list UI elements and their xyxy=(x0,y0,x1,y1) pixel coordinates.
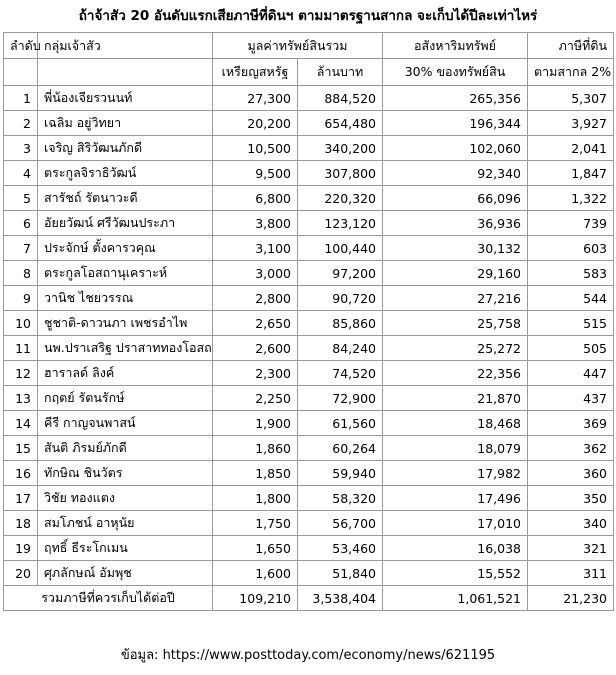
cell-rank: 5 xyxy=(4,186,38,211)
cell-rank: 12 xyxy=(4,361,38,386)
cell-tax: 321 xyxy=(528,536,614,561)
cell-real-estate: 17,496 xyxy=(383,486,528,511)
cell-tax: 603 xyxy=(528,236,614,261)
cell-tax: 350 xyxy=(528,486,614,511)
cell-real-estate: 17,010 xyxy=(383,511,528,536)
header-real-estate: อสังหาริมทรัพย์ xyxy=(383,33,528,59)
cell-usd: 20,200 xyxy=(213,111,298,136)
cell-name: เฉลิม อยู่วิทยา xyxy=(38,111,213,136)
cell-rank: 9 xyxy=(4,286,38,311)
cell-usd: 1,900 xyxy=(213,411,298,436)
table-row xyxy=(4,161,614,186)
header-land-tax: ภาษีที่ดิน xyxy=(528,33,614,59)
header-pct-assets: 30% ของทรัพย์สิน xyxy=(383,59,528,86)
cell-name: นพ.ปราเสริฐ ปราสาททองโอสถ xyxy=(38,336,213,361)
table-row xyxy=(4,336,614,361)
cell-usd: 2,250 xyxy=(213,386,298,411)
cell-real-estate: 196,344 xyxy=(383,111,528,136)
cell-thb: 51,840 xyxy=(298,561,383,586)
cell-rank: 20 xyxy=(4,561,38,586)
cell-thb: 123,120 xyxy=(298,211,383,236)
cell-real-estate: 265,356 xyxy=(383,86,528,111)
cell-real-estate: 36,936 xyxy=(383,211,528,236)
cell-name: กฤตย์ รัตนรักษ์ xyxy=(38,386,213,411)
totals-tax: 21,230 xyxy=(528,586,614,611)
cell-name: พี่น้องเจียรวนนท์ xyxy=(38,86,213,111)
header-group: กลุ่มเจ้าสัว xyxy=(38,33,213,59)
cell-rank: 1 xyxy=(4,86,38,111)
cell-tax: 739 xyxy=(528,211,614,236)
cell-thb: 307,800 xyxy=(298,161,383,186)
cell-tax: 360 xyxy=(528,461,614,486)
cell-usd: 3,800 xyxy=(213,211,298,236)
cell-thb: 84,240 xyxy=(298,336,383,361)
cell-usd: 3,100 xyxy=(213,236,298,261)
cell-tax: 369 xyxy=(528,411,614,436)
cell-usd: 6,800 xyxy=(213,186,298,211)
cell-thb: 97,200 xyxy=(298,261,383,286)
table-row xyxy=(4,311,614,336)
header-row-1 xyxy=(4,33,614,59)
table-row xyxy=(4,186,614,211)
cell-thb: 654,480 xyxy=(298,111,383,136)
cell-thb: 100,440 xyxy=(298,236,383,261)
cell-real-estate: 27,216 xyxy=(383,286,528,311)
header-row-2 xyxy=(4,59,614,86)
cell-rank: 6 xyxy=(4,211,38,236)
cell-thb: 59,940 xyxy=(298,461,383,486)
cell-thb: 90,720 xyxy=(298,286,383,311)
cell-usd: 1,750 xyxy=(213,511,298,536)
cell-tax: 3,927 xyxy=(528,111,614,136)
cell-name: วิชัย ทองแตง xyxy=(38,486,213,511)
cell-rank: 8 xyxy=(4,261,38,286)
cell-rank: 18 xyxy=(4,511,38,536)
cell-rank: 11 xyxy=(4,336,38,361)
cell-tax: 505 xyxy=(528,336,614,361)
cell-thb: 53,460 xyxy=(298,536,383,561)
cell-usd: 2,600 xyxy=(213,336,298,361)
cell-rank: 4 xyxy=(4,161,38,186)
table-row xyxy=(4,236,614,261)
table-row xyxy=(4,486,614,511)
cell-rank: 2 xyxy=(4,111,38,136)
cell-usd: 2,300 xyxy=(213,361,298,386)
table-row xyxy=(4,361,614,386)
table-row xyxy=(4,136,614,161)
totals-usd: 109,210 xyxy=(213,586,298,611)
table-body xyxy=(4,33,614,611)
table-row xyxy=(4,411,614,436)
cell-tax: 5,307 xyxy=(528,86,614,111)
cell-thb: 340,200 xyxy=(298,136,383,161)
cell-rank: 14 xyxy=(4,411,38,436)
header-rank: ลำดับ xyxy=(4,33,38,59)
header-assets: มูลค่าทรัพย์สินรวม xyxy=(213,33,383,59)
cell-name: ทักษิณ ชินวัตร xyxy=(38,461,213,486)
cell-thb: 220,320 xyxy=(298,186,383,211)
table-row xyxy=(4,511,614,536)
cell-thb: 74,520 xyxy=(298,361,383,386)
cell-real-estate: 29,160 xyxy=(383,261,528,286)
cell-usd: 27,300 xyxy=(213,86,298,111)
totals-thb: 3,538,404 xyxy=(298,586,383,611)
cell-tax: 2,041 xyxy=(528,136,614,161)
cell-name: อัยยวัฒน์ ศรีวัฒนประภา xyxy=(38,211,213,236)
cell-tax: 515 xyxy=(528,311,614,336)
header-blank xyxy=(4,59,38,86)
cell-tax: 311 xyxy=(528,561,614,586)
cell-name: ชูชาติ-ดาวนภา เพชรอำไพ xyxy=(38,311,213,336)
cell-name: ฤทธิ์ ธีระโกเมน xyxy=(38,536,213,561)
cell-real-estate: 15,552 xyxy=(383,561,528,586)
table-row xyxy=(4,386,614,411)
header-intl-rate: ตามสากล 2% xyxy=(528,59,614,86)
cell-real-estate: 21,870 xyxy=(383,386,528,411)
cell-name: สันติ ภิรมย์ภักดี xyxy=(38,436,213,461)
cell-usd: 10,500 xyxy=(213,136,298,161)
cell-tax: 437 xyxy=(528,386,614,411)
cell-tax: 583 xyxy=(528,261,614,286)
table-row xyxy=(4,111,614,136)
cell-thb: 58,320 xyxy=(298,486,383,511)
cell-usd: 1,850 xyxy=(213,461,298,486)
cell-rank: 13 xyxy=(4,386,38,411)
cell-tax: 447 xyxy=(528,361,614,386)
cell-rank: 15 xyxy=(4,436,38,461)
cell-rank: 10 xyxy=(4,311,38,336)
cell-usd: 1,860 xyxy=(213,436,298,461)
table-row xyxy=(4,86,614,111)
cell-thb: 61,560 xyxy=(298,411,383,436)
totals-row xyxy=(4,586,614,611)
table-row xyxy=(4,211,614,236)
cell-name: สมโภชน์ อาหุนัย xyxy=(38,511,213,536)
cell-name: ศุภลักษณ์ อัมพุช xyxy=(38,561,213,586)
totals-label: รวมภาษีที่ควรเก็บได้ต่อปี xyxy=(4,586,213,611)
cell-usd: 1,800 xyxy=(213,486,298,511)
cell-real-estate: 66,096 xyxy=(383,186,528,211)
cell-thb: 72,900 xyxy=(298,386,383,411)
table-row xyxy=(4,261,614,286)
cell-name: ตระกูลโอสถานุเคราะห์ xyxy=(38,261,213,286)
cell-rank: 16 xyxy=(4,461,38,486)
header-usd: เหรียญสหรัฐ xyxy=(213,59,298,86)
cell-real-estate: 30,132 xyxy=(383,236,528,261)
cell-rank: 17 xyxy=(4,486,38,511)
table-row xyxy=(4,561,614,586)
cell-name: วานิช ไชยวรรณ xyxy=(38,286,213,311)
cell-tax: 1,847 xyxy=(528,161,614,186)
cell-usd: 1,600 xyxy=(213,561,298,586)
cell-usd: 2,800 xyxy=(213,286,298,311)
cell-usd: 2,650 xyxy=(213,311,298,336)
table-row xyxy=(4,286,614,311)
cell-name: สารัชถ์ รัตนาวะดี xyxy=(38,186,213,211)
cell-real-estate: 102,060 xyxy=(383,136,528,161)
cell-usd: 1,650 xyxy=(213,536,298,561)
totals-real-estate: 1,061,521 xyxy=(383,586,528,611)
cell-rank: 7 xyxy=(4,236,38,261)
cell-real-estate: 22,356 xyxy=(383,361,528,386)
cell-usd: 3,000 xyxy=(213,261,298,286)
table-row xyxy=(4,436,614,461)
header-blank xyxy=(38,59,213,86)
tycoon-tax-table xyxy=(3,32,614,611)
cell-name: ตระกูลจิราธิวัฒน์ xyxy=(38,161,213,186)
cell-tax: 340 xyxy=(528,511,614,536)
cell-rank: 19 xyxy=(4,536,38,561)
cell-thb: 85,860 xyxy=(298,311,383,336)
table-row xyxy=(4,536,614,561)
cell-thb: 884,520 xyxy=(298,86,383,111)
cell-real-estate: 92,340 xyxy=(383,161,528,186)
cell-real-estate: 25,758 xyxy=(383,311,528,336)
cell-name: คีรี กาญจนพาสน์ xyxy=(38,411,213,436)
source-note: ข้อมูล: https://www.posttoday.com/economy/news/621195 xyxy=(120,648,496,663)
cell-real-estate: 25,272 xyxy=(383,336,528,361)
cell-real-estate: 18,468 xyxy=(383,411,528,436)
header-thb: ล้านบาท xyxy=(298,59,383,86)
cell-thb: 60,264 xyxy=(298,436,383,461)
cell-real-estate: 16,038 xyxy=(383,536,528,561)
cell-name: เจริญ สิริวัฒนภักดี xyxy=(38,136,213,161)
cell-rank: 3 xyxy=(4,136,38,161)
cell-tax: 1,322 xyxy=(528,186,614,211)
cell-tax: 362 xyxy=(528,436,614,461)
cell-real-estate: 18,079 xyxy=(383,436,528,461)
cell-name: ประจักษ์ ตั้งคารวคุณ xyxy=(38,236,213,261)
cell-name: ฮาราลด์ ลิงค์ xyxy=(38,361,213,386)
cell-usd: 9,500 xyxy=(213,161,298,186)
cell-tax: 544 xyxy=(528,286,614,311)
cell-real-estate: 17,982 xyxy=(383,461,528,486)
cell-thb: 56,700 xyxy=(298,511,383,536)
page-title: ถ้าจ้าสัว 20 อันดับแรกเสียภาษีที่ดินฯ ตามมาตรฐานสากล จะเก็บได้ปีละเท่าไหร่ xyxy=(78,8,538,24)
table-row xyxy=(4,461,614,486)
